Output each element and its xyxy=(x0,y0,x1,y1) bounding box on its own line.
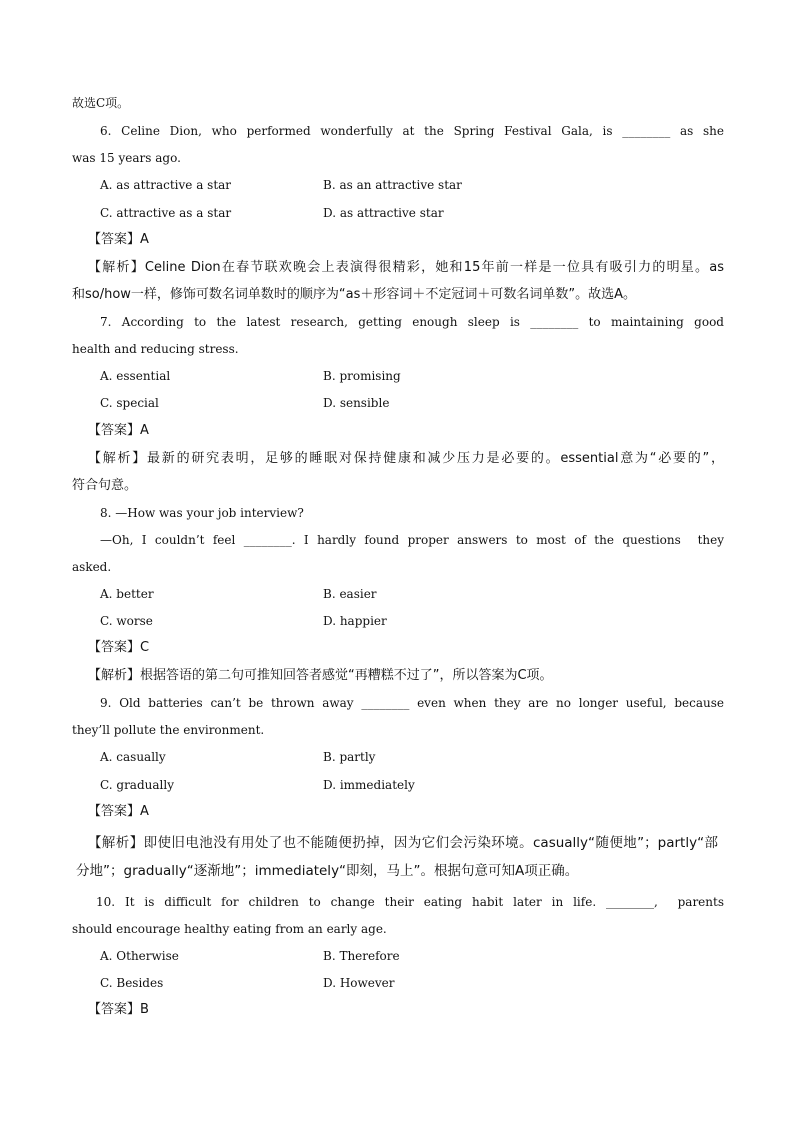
question-6-stem: 6. Celine Dion, who performed wonderfully at the Spring Festival Gala, is ________ as she xyxy=(100,124,724,138)
question-8-stem: 8. —How was your job interview? xyxy=(100,506,304,520)
question-7-explanation: 【解析】最新的研究表明，足够的睡眠对保持健康和减少压力是必要的。essential意为“必要的”， xyxy=(88,451,724,466)
question-8-option-d: D. happier xyxy=(323,614,387,628)
question-9-option-a: A. casually xyxy=(100,750,166,764)
question-10-option-d: D. However xyxy=(323,976,395,990)
question-9-explanation: 【解析】即使旧电池没有用处了也不能随便扔掉，因为它们会污染环境。casually“随便地”；partly“部 xyxy=(88,835,718,851)
question-7-option-b: B. promising xyxy=(323,369,401,383)
question-6-option-a: A. as attractive a star xyxy=(100,178,232,192)
question-10-option-a: A. Otherwise xyxy=(100,949,179,963)
question-7-stem-cont: health and reducing stress. xyxy=(72,342,239,356)
question-7-option-d: D. sensible xyxy=(323,396,390,410)
question-10-stem: 10. It is difficult for children to change their eating habit later in life. ________, parents xyxy=(96,895,724,909)
question-10-stem-cont: should encourage healthy eating from an early age. xyxy=(72,922,387,936)
question-6-option-d: D. as attractive star xyxy=(323,206,444,220)
question-8-explanation: 【解析】根据答语的第二句可推知回答者感觉“再糟糕不过了”，所以答案为C项。 xyxy=(88,668,553,683)
question-8-answer: 【答案】C xyxy=(88,640,150,655)
question-8-option-c: C. worse xyxy=(100,614,153,628)
question-6-answer: 【答案】A xyxy=(88,232,149,247)
question-6-option-b: B. as an attractive star xyxy=(323,178,462,192)
question-6-option-c: C. attractive as a star xyxy=(100,206,232,220)
question-9-option-b: B. partly xyxy=(323,750,376,764)
question-9-stem: 9. Old batteries can’t be thrown away ________ even when they are no longer useful, because xyxy=(100,696,724,710)
question-7-explanation-cont: 符合句意。 xyxy=(72,478,138,493)
question-9-option-d: D. immediately xyxy=(323,778,415,792)
question-6-explanation: 【解析】Celine Dion在春节联欢晚会上表演得很精彩，她和15年前一样是一位具有吸引力的明星。as xyxy=(88,260,724,275)
question-10-option-c: C. Besides xyxy=(100,976,164,990)
question-10-option-b: B. Therefore xyxy=(323,949,400,963)
question-9-explanation-cont: 分地”；gradually“逐渐地”；immediately“即刻，马上”。根据句意可知A项正确。 xyxy=(76,863,579,879)
question-6-explanation-cont: 和so/how一样，修饰可数名词单数时的顺序为“as＋形容词＋不定冠词＋可数名词单数”。故选A。 xyxy=(72,287,637,302)
question-6-stem-cont: was 15 years ago. xyxy=(72,151,181,165)
question-10-answer: 【答案】B xyxy=(88,1002,149,1017)
question-8-option-b: B. easier xyxy=(323,587,377,601)
question-8-option-a: A. better xyxy=(100,587,154,601)
question-9-answer: 【答案】A xyxy=(88,804,149,819)
question-7-stem: 7. According to the latest research, getting enough sleep is ________ to maintaining good xyxy=(100,315,724,329)
question-8-response: —Oh, I couldn’t feel ________. I hardly found proper answers to most of the questions they xyxy=(100,533,724,547)
question-7-option-c: C. special xyxy=(100,396,159,410)
question-7-option-a: A. essential xyxy=(100,369,171,383)
question-9-stem-cont: they’ll pollute the environment. xyxy=(72,723,265,737)
question-7-answer: 【答案】A xyxy=(88,423,149,438)
previous-answer-conclusion: 故选C项。 xyxy=(72,96,130,110)
question-8-response-cont: asked. xyxy=(72,560,112,574)
question-9-option-c: C. gradually xyxy=(100,778,174,792)
